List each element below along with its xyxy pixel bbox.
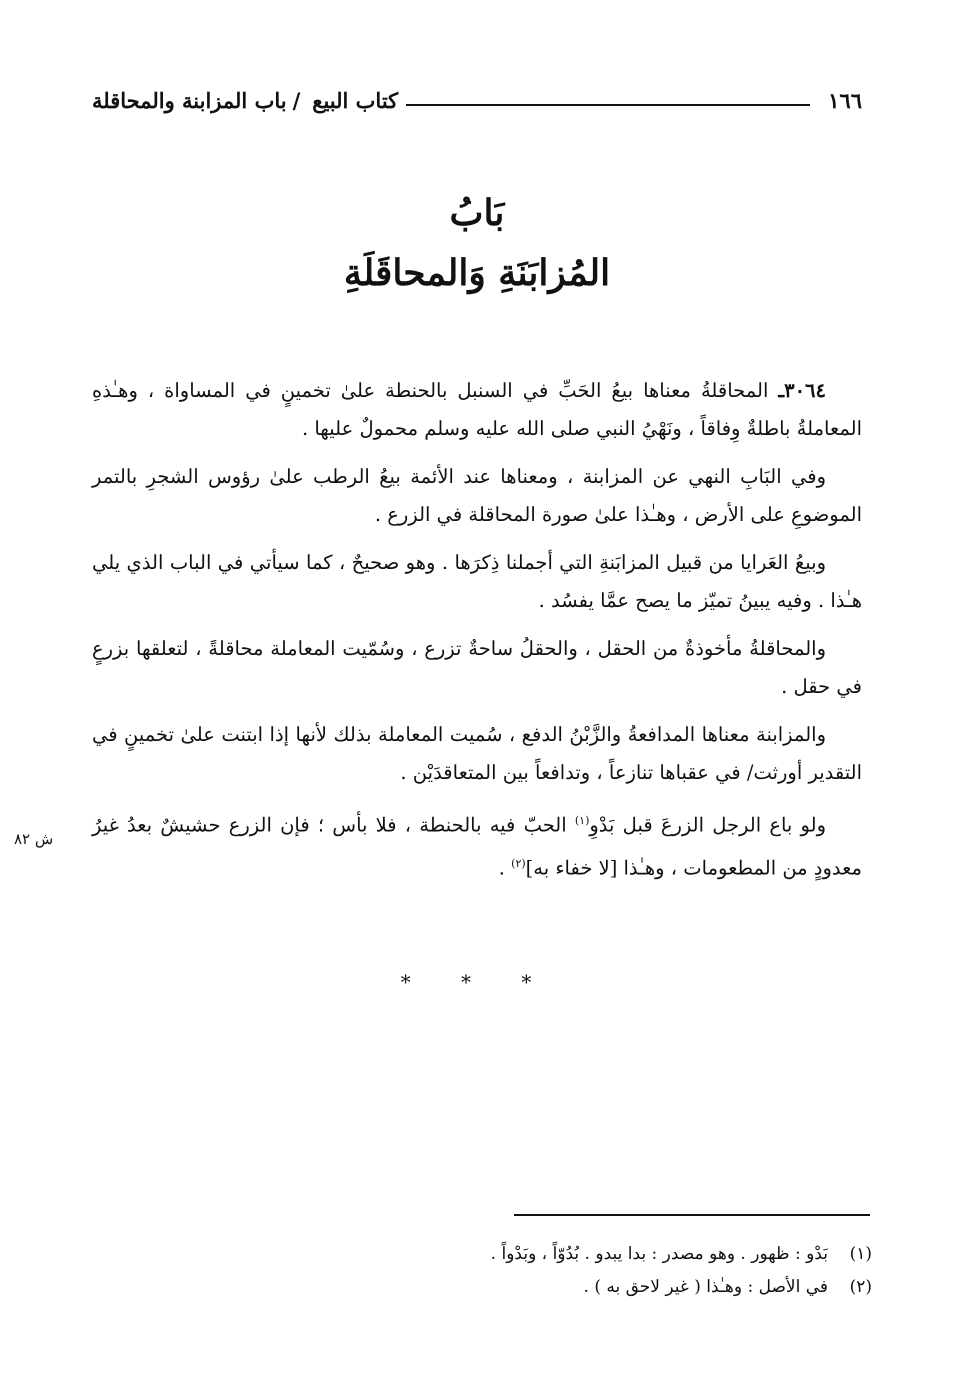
paragraph-text: والمحاقلةُ مأخوذةٌ من الحقل ، والحقلُ ساحةٌ تزرع ، وسُمّيت المعاملة محاقلةً ، لتعلقها بزرعٍ في حقل .: [92, 637, 862, 698]
paragraph-text: المحاقلةُ معناها بيعُ الحَبِّ في السنبل بالحنطة علىٰ تخمينٍ في المساواة ، وهـٰذهِ المعاملةُ باطلةٌ وِفاقاً ، ونَهْيُ النبي صلى الله عليه وسلم محمولٌ عليها .: [92, 379, 862, 440]
chapter-title-line-2: المُزابَنَةِ وَالمحاقَلَةِ: [343, 252, 611, 294]
footnote-text: بَدْو : ظهور . وهو مصدر : بدا يبدو . بُدُوّاً ، وبَدْواً .: [490, 1244, 828, 1264]
running-header: [92, 80, 862, 120]
page-number: ١٦٦: [828, 87, 862, 113]
paragraph: [92, 802, 862, 887]
header-rule: [406, 104, 810, 106]
paragraph-text: .: [498, 856, 512, 879]
chapter-title-line-1: بَابُ: [449, 192, 505, 234]
paragraph: [92, 630, 862, 706]
footnote-ref[interactable]: (٢): [511, 856, 526, 870]
paragraph-text: وبيعُ العَرايا من قبيل المزابَنةِ التي أجملنا ذِكرَها . وهو صحيحٌ ، كما سيأتي في الباب الذي يلي هـٰذا . وفيه يبينُ تميّز ما يصح عمَّا يفسُد .: [92, 551, 862, 612]
footnote-text: في الأصل : وهـٰذا ( غير لاحق به ) .: [583, 1277, 828, 1297]
footnotes: [92, 1238, 872, 1304]
header-separator: /: [292, 87, 301, 113]
footnote: [92, 1238, 872, 1271]
footnote-number: (١): [849, 1244, 872, 1264]
footnote-rule: [514, 1214, 870, 1216]
section-divider-stars: * * *: [400, 970, 554, 994]
margin-note: ش ٨٢: [14, 830, 54, 848]
paragraph: [92, 458, 862, 534]
body-text: [92, 372, 862, 897]
paragraph: [92, 544, 862, 620]
header-book-title: كتاب البيع: [312, 87, 399, 113]
paragraph-text: وفي البَابِ النهي عن المزابنة ، ومعناها عند الأئمة بيعُ الرطب علىٰ رؤوس الشجرِ بالتمر الموضوعِ على الأرض ، وهـٰذا علىٰ صورة المحاقلة في الزرع .: [92, 465, 862, 526]
footnote-number: (٢): [849, 1277, 872, 1297]
paragraph: [92, 716, 862, 792]
header-chapter-title: باب المزابنة والمحاقلة: [92, 87, 287, 113]
footnote: [92, 1271, 872, 1304]
paragraph-text: الحبّ فيه بالحنطة ، فلا بأس ؛ فإن الزرع حشيشٌ بعدُ غيرُ معدودٍ من المطعومات ، وهـٰذا [لا خفاء به]: [92, 813, 862, 879]
chapter-title: [92, 185, 862, 305]
paragraph-text: والمزابنة معناها المدافعةُ والزَّبْنُ الدفع ، سُميت المعاملة بذلك لأنها إذا ابتنت علىٰ تخمينٍ في التقدير أورثت/ في عقباها تنازعاً ، وتدافعاً بين المتعاقدَيْن .: [92, 723, 862, 784]
footnote-ref[interactable]: (١): [574, 814, 590, 827]
paragraph: [92, 372, 862, 448]
entry-number: ٣٠٦٤ـ: [778, 379, 826, 402]
paragraph-text: ولو باع الرجل الزرعَ قبل بَدْوِ: [589, 813, 826, 837]
